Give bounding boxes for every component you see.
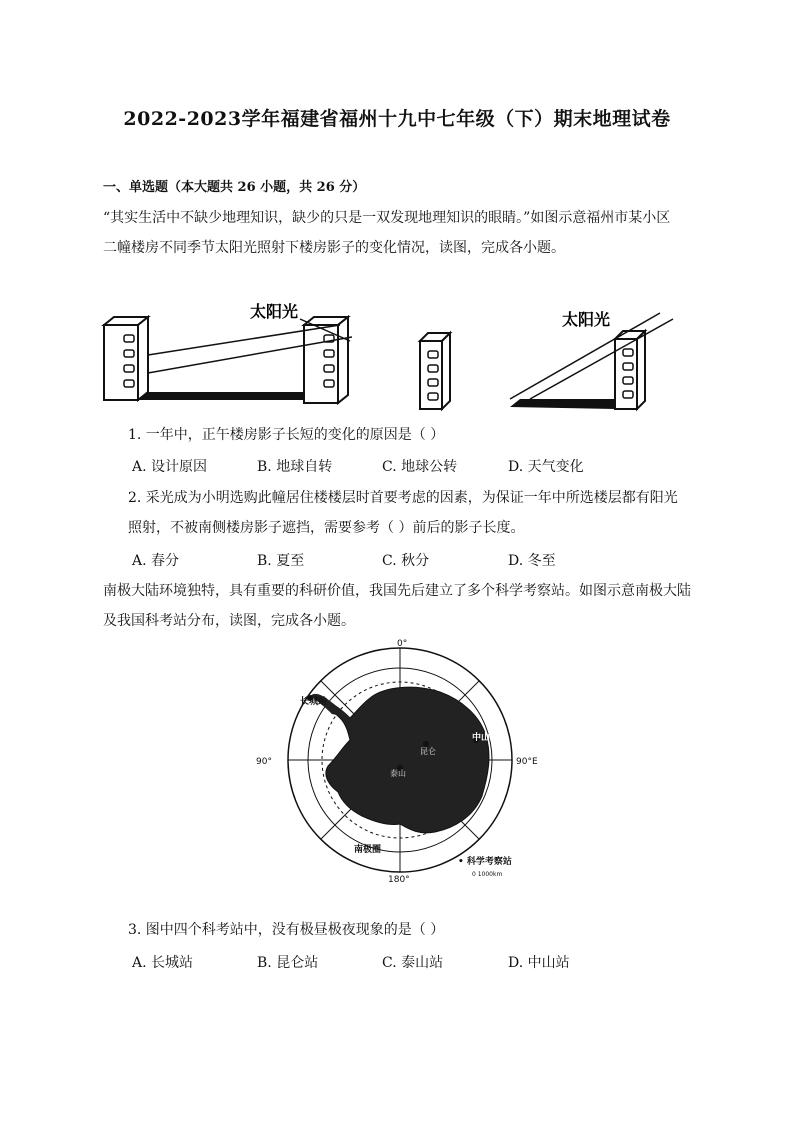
q2-option-b[interactable]: B. 夏至	[257, 553, 305, 569]
sun-label-right: 太阳光	[562, 310, 611, 329]
changcheng-station-label: 长城站	[300, 697, 328, 707]
q2-option-d[interactable]: D. 冬至	[508, 553, 556, 569]
passage1-line1: “其实生活中不缺少地理知识，缺少的只是一双发现地理知识的眼睛。”如图示意福州市某小区	[103, 210, 671, 226]
map-legend: • 科学考察站	[458, 857, 512, 867]
kunlun-station-label: 昆仑	[420, 747, 436, 756]
zhongshan-station-label: 中山站	[472, 733, 500, 743]
section-heading: 一、单选题（本大题共 26 小题，共 26 分）	[103, 180, 366, 195]
q2-options	[132, 550, 652, 570]
q1-option-a[interactable]: A. 设计原因	[132, 459, 208, 475]
q1-options	[132, 456, 652, 476]
q3-option-d[interactable]: D. 中山站	[508, 955, 570, 971]
shadow-figure	[100, 295, 680, 415]
antarctica-map	[250, 636, 550, 886]
q1-option-c[interactable]: C. 地球公转	[382, 459, 458, 475]
q2-option-a[interactable]: A. 春分	[132, 553, 180, 569]
q1-option-d[interactable]: D. 天气变化	[508, 459, 584, 475]
q3-stem: 3. 图中四个科考站中，没有极昼极夜现象的是（ ）	[128, 922, 445, 938]
map-scale: 0 1000km	[472, 871, 503, 878]
passage2-line2: 及我国科考站分布，读图，完成各小题。	[103, 613, 355, 629]
q3-option-b[interactable]: B. 昆仑站	[257, 955, 319, 971]
long-shadow	[138, 392, 304, 400]
q3-option-c[interactable]: C. 泰山站	[382, 955, 444, 971]
left-building-side	[138, 317, 148, 400]
sun-label-left: 太阳光	[250, 302, 299, 321]
short-shadow	[510, 399, 615, 409]
q1-option-b[interactable]: B. 地球自转	[257, 459, 333, 475]
q2-stem-line2: 照射，不被南侧楼房影子遮挡，需要参考（ ）前后的影子长度。	[128, 520, 525, 536]
q2-stem-line1: 2. 采光成为小明选购此幢居住楼楼层时首要考虑的因素，为保证一年中所选楼层都有阳光	[128, 490, 678, 506]
passage1-line2: 二幢楼房不同季节太阳光照射下楼房影子的变化情况，读图，完成各小题。	[103, 240, 565, 256]
left-building-front	[104, 325, 138, 400]
q2-option-c[interactable]: C. 秋分	[382, 553, 430, 569]
q3-options	[132, 952, 652, 972]
lon-90w-label: 90°	[256, 757, 272, 767]
passage2-line1: 南极大陆环境独特，具有重要的科研价值，我国先后建立了多个科学考察站。如图示意南极大陆	[103, 583, 691, 599]
page-title: 2022-2023学年福建省福州十九中七年级（下）期末地理试卷	[123, 108, 671, 130]
right-building-front	[304, 325, 338, 403]
q3-option-a[interactable]: A. 长城站	[132, 955, 194, 971]
antarctic-circle-label: 南极圈	[354, 845, 382, 855]
taishan-station-label: 泰山	[390, 769, 406, 778]
lon-180-label: 180°	[388, 875, 410, 885]
q1-stem: 1. 一年中，正午楼房影子长短的变化的原因是（ ）	[128, 427, 445, 443]
lon-0-label: 0°	[397, 639, 408, 649]
lon-90e-label: 90°E	[516, 757, 538, 767]
